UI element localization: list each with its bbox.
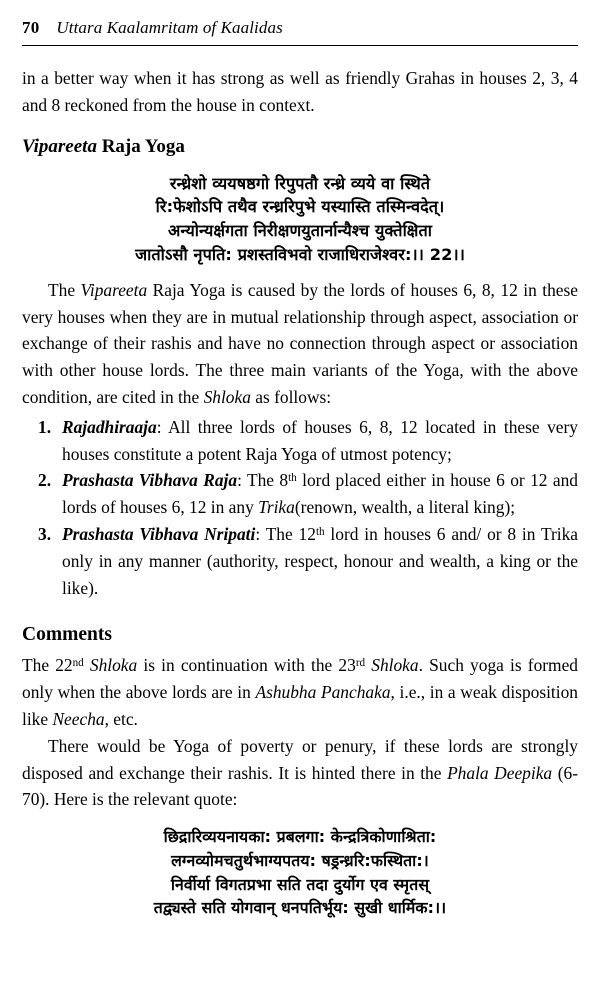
variant-text-mid: lord in houses 6 and/ or 8 in Trika only in any manner (authority, respect, honour and wealth, a king or the like).: [62, 524, 579, 598]
comments-paragraph-1: [22, 652, 578, 732]
list-marker: 2.: [38, 470, 52, 491]
ordinal-suffix: th: [288, 472, 297, 485]
quote-line: लग्नव्योमचतुर्थभाग्यपतय: षड्रन्ध्ररि:फस्थिता:।: [171, 850, 429, 870]
list-marker: 1.: [38, 416, 52, 437]
comments-term-neecha: Neecha: [52, 709, 105, 729]
explanation-text-2: Raja Yoga is caused by the lords of houses 6, 8, 12 in these very houses when they are in mutual relationship through aspect, association or exchange of their rashis and have no connection through aspect or association with other house lords. The three main variants of the Yoga, with the above condition, are cited in the: [22, 279, 578, 408]
verse-line: रि:फेशोऽपि तथैव रन्ध्ररिपुभे यस्यास्ति तस्मिन्वदेत्।: [155, 197, 445, 217]
variant-text-mid: lord placed either in house 6 or 12 and lords of houses 6, 12 in any: [62, 470, 578, 518]
sanskrit-quote-verse: [22, 825, 578, 920]
explanation-paragraph: [22, 277, 578, 411]
section-heading-rest: Raja Yoga: [101, 135, 185, 157]
list-item: [22, 521, 578, 601]
verse-line: अन्योन्यर्क्षगता निरीक्षणयुतार्नान्यैश्च युक्तेक्षिता: [167, 221, 432, 241]
comments-text-g: , etc.: [104, 709, 138, 729]
variant-text: : All three lords of houses 6, 8, 12 located in these very houses constitute a potent Raja Yoga of utmost potency;: [62, 416, 578, 464]
variant-text-after: (renown, wealth, a literal king);: [294, 497, 516, 518]
comments2-text-b: (6-70). Here is the relevant quote:: [22, 762, 578, 810]
running-title: Uttara Kaalamritam of Kaalidas: [56, 18, 283, 37]
variant-text-before: : The 12: [255, 524, 316, 545]
section-heading: [22, 136, 578, 158]
quote-line: छिद्रारिव्ययनायका: प्रबलगा: केन्द्रत्रिकोणाश्रिता:: [163, 827, 437, 847]
ordinal-suffix: th: [315, 526, 325, 539]
explanation-term-vipareeta: Vipareeta: [80, 279, 148, 300]
explanation-text-1: The: [48, 279, 81, 300]
variant-term: Prashasta Vibhava Nripati: [62, 524, 256, 545]
ordinal-suffix: rd: [355, 657, 366, 670]
comments-heading: Comments: [22, 624, 112, 646]
comments-paragraph-2: [22, 733, 578, 813]
folio-page-number: 70: [22, 18, 40, 37]
verse-line: रन्ध्रेशो व्ययषष्ठगो रिपुपतौ रन्ध्रे व्यये वा स्थिते: [169, 173, 431, 193]
comments-text-f: , i.e., in a weak disposition like: [22, 682, 578, 729]
variants-list: [22, 414, 578, 602]
comments-text-e: . Such yoga is formed only when the above lords are in: [22, 655, 578, 703]
page-header: [22, 0, 578, 38]
comments-text-c: is in continuation with the 23: [137, 655, 356, 676]
variant-term: Prashasta Vibhava Raja: [62, 470, 238, 491]
list-marker: 3.: [38, 524, 52, 545]
comments2-text-a: There would be Yoga of poverty or penury, if these lords are strongly disposed and exchange their rashis. It is hinted there in the: [22, 735, 578, 783]
sanskrit-verse-22: [22, 172, 578, 267]
comments-text-a: The 22: [22, 655, 73, 676]
variant-term: Rajadhiraaja: [62, 416, 157, 437]
explanation-term-shloka: Shloka: [203, 387, 251, 408]
explanation-text-3: as follows:: [250, 387, 332, 408]
list-item: [22, 414, 578, 468]
list-item: [22, 467, 578, 521]
section-heading-term: Vipareeta: [22, 135, 97, 157]
ordinal-suffix: nd: [72, 657, 84, 670]
verse-line: जातोऽसौ नृपति: प्रशस्तविभवो राजाधिराजेश्वर:।। 22।।: [135, 245, 465, 265]
continued-paragraph: in a better way when it has strong as well as friendly Grahas in houses 2, 3, 4 and 8 reckoned from the house in context.: [22, 68, 578, 115]
comments-term-shloka-2: Shloka: [371, 655, 419, 676]
variant-term-trika: Trika: [258, 497, 295, 518]
header-rule: [22, 45, 578, 46]
quote-line: निर्वीर्या विगतप्रभा सति तदा दुर्योग एव स्मृतस्: [170, 874, 430, 894]
quote-line: तद्व्यस्ते सति योगवान् धनपतिर्भूय: सुखी धार्मिक:।।: [153, 898, 447, 918]
comments-term-phala-deepika: Phala Deepika: [447, 762, 553, 783]
variant-text-before: : The 8: [237, 470, 289, 491]
comments-term-ashubha-panchaka: Ashubha Panchaka: [255, 682, 391, 703]
comments-term-shloka-1: Shloka: [89, 655, 138, 676]
